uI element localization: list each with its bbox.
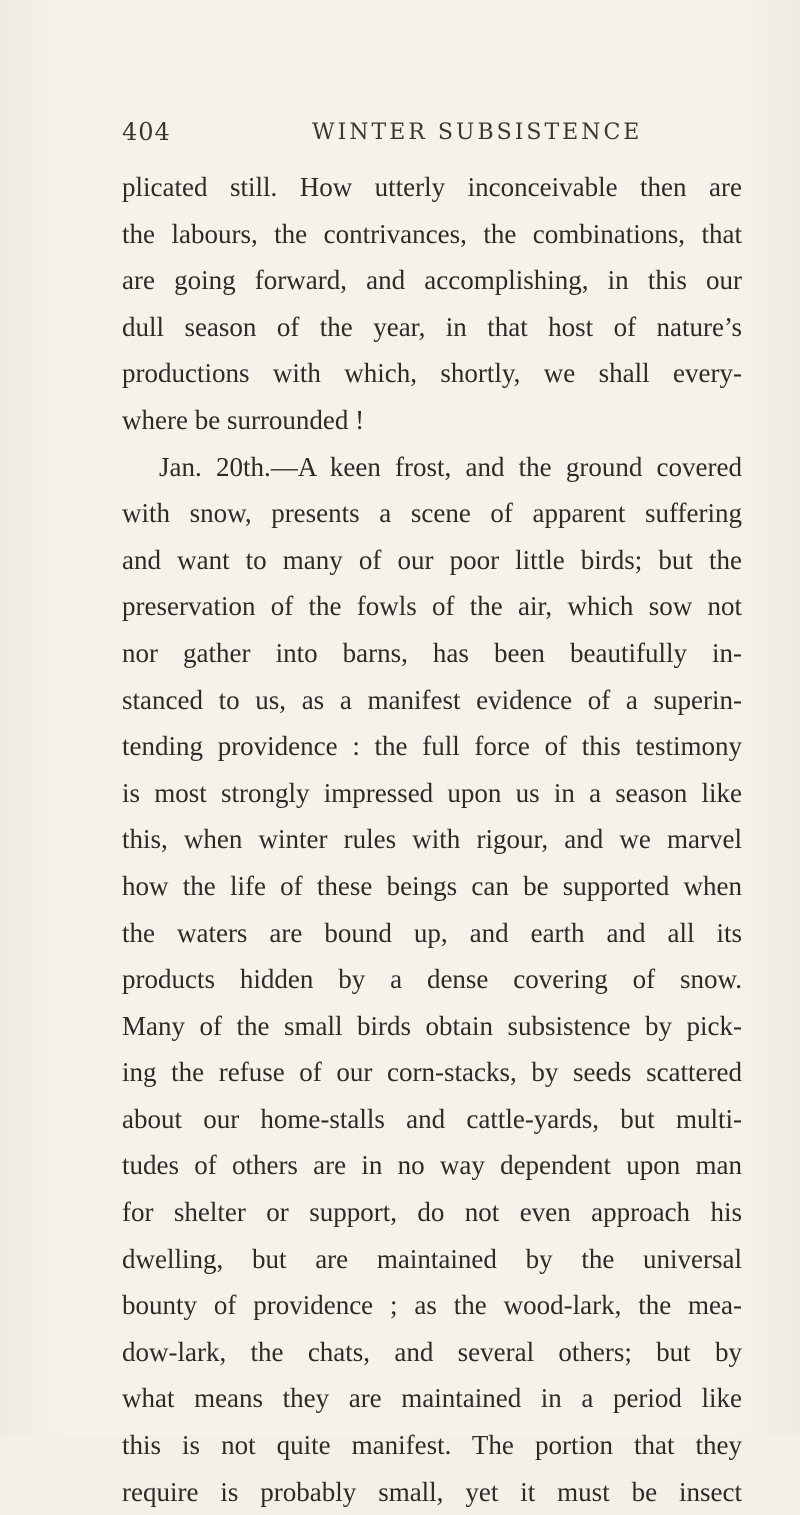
text-line: require is probably small, yet it must be insect	[122, 1476, 742, 1507]
text-line: Many of the small birds obtain subsistence by pick-	[122, 1010, 742, 1041]
text-line: where be surrounded !	[122, 404, 365, 435]
text-line: for shelter or support, do not even approach his	[122, 1197, 742, 1228]
page-number: 404	[122, 118, 171, 146]
text-line: preservation of the fowls of the air, which sow not	[122, 591, 742, 622]
body-text	[122, 164, 742, 1515]
text-line: the waters are bound up, and earth and all its	[122, 917, 742, 948]
text-line: tending providence : the full force of this testimony	[122, 731, 742, 762]
text-line: stanced to us, as a manifest evidence of a superin-	[122, 684, 742, 715]
text-line: about our home-stalls and cattle-yards, but multi-	[122, 1103, 742, 1134]
text-line: products hidden by a dense covering of snow.	[122, 964, 742, 995]
text-line: bounty of providence ; as the wood-lark, the mea-	[122, 1290, 742, 1321]
text-line: Jan. 20th.—A keen frost, and the ground covered	[159, 451, 742, 482]
text-line: productions with which, shortly, we shall every-	[122, 358, 742, 389]
running-head	[122, 118, 682, 158]
text-line: how the life of these beings can be supported when	[122, 870, 742, 901]
text-line: dow-lark, the chats, and several others; but by	[122, 1336, 742, 1367]
text-line: this, when winter rules with rigour, and we marvel	[122, 824, 742, 855]
text-line: is most strongly impressed upon us in a season like	[122, 777, 742, 808]
text-line: nor gather into barns, has been beautifully in-	[122, 637, 742, 668]
running-title: WINTER SUBSISTENCE	[312, 120, 643, 145]
text-line: plicated still. How utterly inconceivable then are	[122, 172, 742, 202]
text-line: the labours, the contrivances, the combinations, that	[122, 218, 742, 249]
text-line: dwelling, but are maintained by the universal	[122, 1243, 742, 1274]
text-line: are going forward, and accomplishing, in this our	[122, 265, 742, 296]
text-line: dull season of the year, in that host of nature’s	[122, 311, 742, 342]
text-line: this is not quite manifest. The portion that they	[122, 1430, 742, 1461]
text-line: what means they are maintained in a period like	[122, 1383, 742, 1414]
text-line: and want to many of our poor little birds; but the	[122, 544, 742, 575]
text-line: tudes of others are in no way dependent upon man	[122, 1150, 742, 1181]
text-line: with snow, presents a scene of apparent suffering	[122, 498, 742, 529]
text-line: ing the refuse of our corn-stacks, by seeds scattered	[122, 1057, 742, 1088]
